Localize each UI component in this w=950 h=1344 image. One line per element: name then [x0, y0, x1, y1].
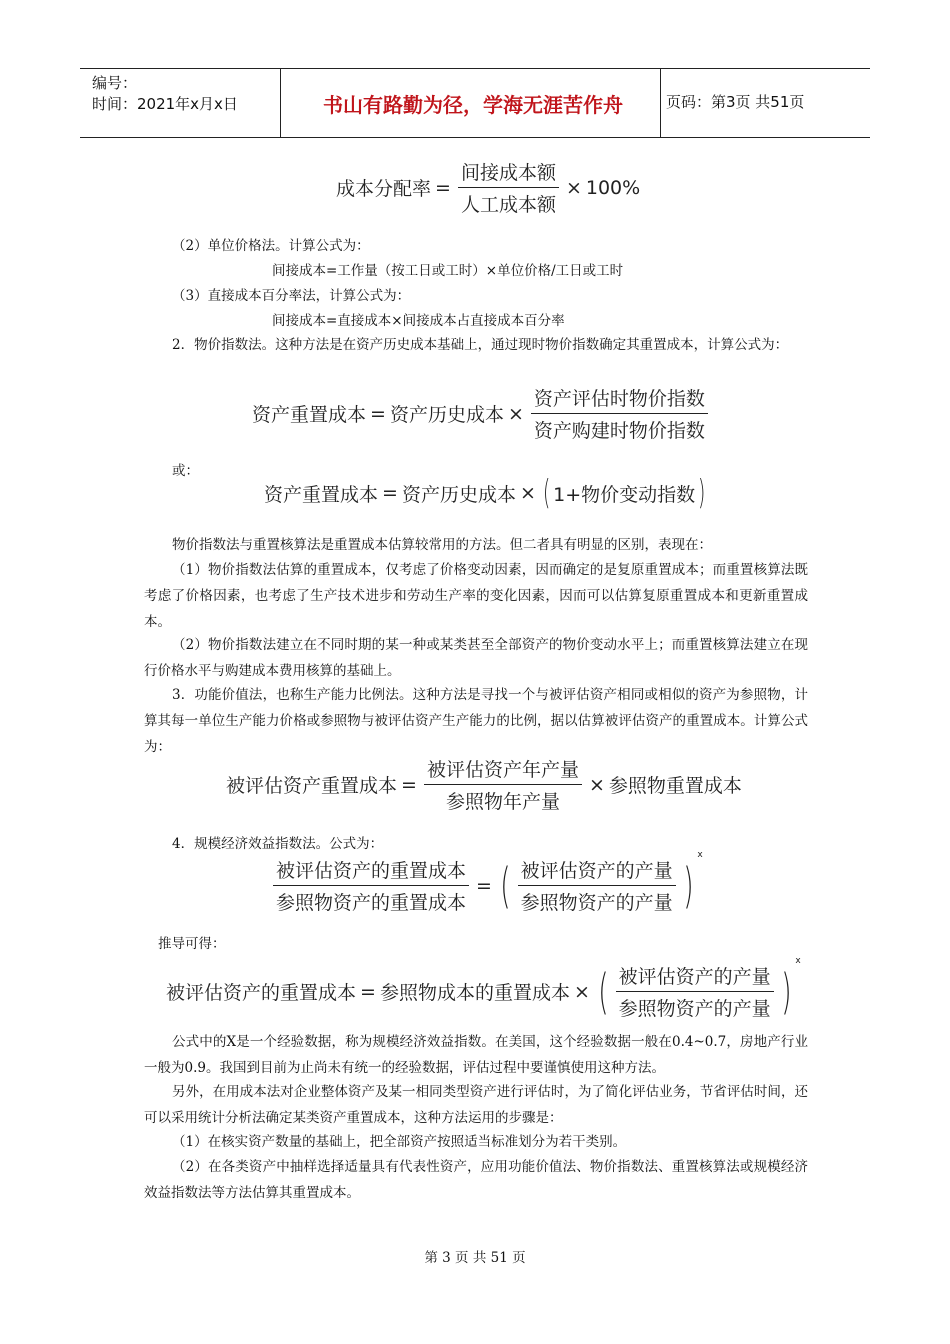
left-paren: (	[542, 473, 551, 513]
left-paren: (	[500, 857, 511, 914]
times-sign: ×	[507, 402, 524, 425]
page-footer: 第 3 页 共 51 页	[424, 1250, 526, 1266]
header-divider	[280, 69, 281, 137]
unit-price-method: （2）单位价格法。计算公式为：	[172, 238, 370, 254]
equals-sign: =	[476, 874, 492, 897]
equals-sign: =	[382, 482, 398, 504]
times-sign: ×	[519, 482, 536, 504]
fraction	[424, 755, 582, 814]
formula-scale-economy	[270, 850, 703, 915]
formula-price-change	[264, 470, 708, 516]
exponent-explanation: 公式中的X是一个经验数据，称为规模经济效益指数。在美国，这个经验数据一般在0.4~0.7，房地产行业一般为0.9。我国到目前为止尚未有统一的经验数据，评估过程中要谨慎使用这种方法。	[144, 1034, 808, 1076]
formula-tail: 参照物重置成本	[608, 775, 742, 797]
exponent: x	[795, 956, 801, 966]
comparison-paragraph: 物价指数法与重置核算法是重置成本估算较常用的方法。但二者具有明显的区别，表现在：	[172, 537, 712, 553]
equals-sign: =	[401, 773, 417, 796]
formula-inner: 1+物价变动指数	[553, 483, 696, 506]
direct-cost-formula: 间接成本=直接成本×间接成本占直接成本百分率	[272, 313, 565, 329]
right-paren: )	[698, 473, 706, 513]
header-page: 页码：第3页 共51页	[666, 93, 805, 111]
right-paren: )	[682, 857, 694, 914]
direct-cost-method: （3）直接成本百分率法，计算公式为：	[172, 288, 411, 304]
numerator: 间接成本额	[460, 162, 556, 184]
denominator: 参照物年产量	[445, 791, 560, 813]
fraction	[273, 856, 469, 915]
equals-sign: =	[360, 980, 376, 1003]
numerator: 被评估资产的产量	[618, 966, 771, 988]
derive-label: 推导可得：	[158, 936, 226, 952]
header-number: 编号：	[92, 74, 138, 92]
statistical-step-2: （2）在各类资产中抽样选择适量具有代表性资产，应用功能价值法、物价指数法、重置核算法或规模经济效益指数法等方法估算其重置成本。	[144, 1159, 808, 1201]
numerator: 资产评估时物价指数	[533, 388, 705, 410]
times-sign: ×	[565, 176, 582, 199]
numerator: 被评估资产的重置成本	[276, 860, 467, 882]
comparison-point-1: （1）物价指数法估算的重置成本，仅考虑了价格变动因素，因而确定的是复原重置成本；而重置核算法既考虑了价格因素，也考虑了生产技术进步和劳动生产率的变化因素，因而可以估算复原重置成本和更新重置成本。	[144, 562, 808, 630]
times-sign: ×	[588, 773, 605, 796]
fraction	[531, 384, 708, 443]
denominator: 参照物资产的产量	[520, 892, 673, 914]
functional-value-paragraph: 3．功能价值法，也称生产能力比例法。这种方法是寻找一个与被评估资产相同或相似的资产为参照物，计算其每一单位生产能力价格或参照物与被评估资产生产能力的比例，据以估算被评估资产的重置成本。计算公式为：	[144, 687, 808, 755]
formula-functional-value	[226, 755, 742, 814]
left-paren: (	[598, 963, 609, 1020]
statistical-method-paragraph: 另外，在用成本法对企业整体资产及某一相同类型资产进行评估时，为了简化评估业务，节省评估时间，还可以采用统计分析法确定某类资产重置成本，这种方法运用的步骤是：	[144, 1084, 808, 1126]
fraction	[518, 856, 676, 915]
denominator: 参照物资产的重置成本	[276, 892, 467, 914]
formula-mid: 参照物成本的重置成本	[379, 982, 570, 1004]
right-paren: )	[780, 963, 792, 1020]
formula-lhs: 资产重置成本	[252, 404, 367, 426]
times-sign: ×	[573, 980, 590, 1003]
header-info	[92, 73, 238, 115]
or-label: 或：	[172, 463, 199, 479]
denominator: 资产购建时物价指数	[533, 420, 705, 442]
equals-sign: =	[435, 176, 451, 199]
numerator: 被评估资产年产量	[426, 759, 579, 781]
unit-price-formula: 间接成本=工作量（按工日或工时）×单位价格/工日或工时	[272, 263, 624, 279]
numerator: 被评估资产的产量	[520, 860, 673, 882]
formula-lhs: 资产重置成本	[264, 483, 379, 506]
formula-lhs: 成本分配率	[336, 178, 432, 200]
header-motto: 书山有路勤为径，学海无涯苦作舟	[323, 92, 623, 117]
scale-economy-method: 4．规模经济效益指数法。公式为：	[172, 836, 384, 852]
comparison-point-2: （2）物价指数法建立在不同时期的某一种或某类甚至全部资产的物价变动水平上；而重置核算法建立在现行价格水平与购建成本费用核算的基础上。	[144, 637, 808, 679]
formula-lhs: 被评估资产的重置成本	[166, 982, 357, 1004]
fraction	[458, 158, 559, 217]
formula-tail: 100%	[585, 176, 641, 199]
formula-price-index	[252, 384, 711, 443]
formula-mid: 资产历史成本	[401, 483, 516, 506]
header-date: 时间：2021年x月x日	[92, 95, 238, 113]
formula-derived	[166, 956, 801, 1021]
formula-mid: 资产历史成本	[389, 404, 504, 426]
exponent: x	[697, 850, 703, 860]
formula-cost-allocation-rate	[336, 158, 640, 217]
fraction	[616, 962, 774, 1021]
denominator: 参照物资产的产量	[618, 998, 771, 1020]
header-table	[80, 68, 870, 138]
price-index-paragraph: 2．物价指数法。这种方法是在资产历史成本基础上，通过现时物价指数确定其重置成本，计算公式为：	[172, 337, 789, 353]
equals-sign: =	[370, 402, 386, 425]
formula-lhs: 被评估资产重置成本	[226, 775, 398, 797]
denominator: 人工成本额	[460, 194, 556, 216]
statistical-step-1: （1）在核实资产数量的基础上，把全部资产按照适当标准划分为若干类别。	[172, 1134, 627, 1150]
